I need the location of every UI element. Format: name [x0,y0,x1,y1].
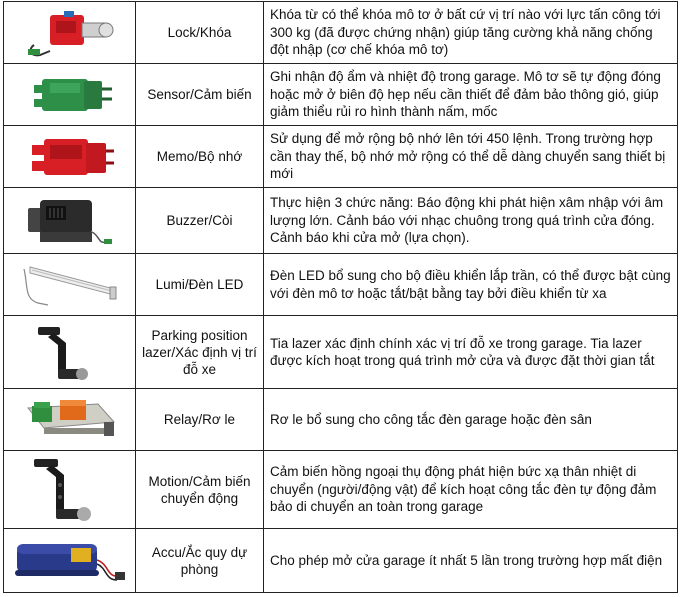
accessory-name: Lumi/Đèn LED [136,254,264,316]
sensor-module-icon [20,69,120,121]
accessory-name: Lock/Khóa [136,2,264,64]
accessory-description: Ghi nhận độ ẩm và nhiệt độ trong garage. Mô tơ sẽ tự động đóng hoặc mở ở biên độ hẹp nếu cần thiết để đảm bảo thông gió, giúp giảm thiểu rủi ro hình thành nấm, mốc [264,64,678,126]
accessory-name: Buzzer/Còi [136,188,264,254]
accessory-name: Memo/Bộ nhớ [136,126,264,188]
table-row [4,2,678,64]
accessory-description: Cảm biến hồng ngoại thụ động phát hiện bức xạ thân nhiệt di chuyển (người/động vật) để kích hoạt công tắc đèn tự động đảm bảo di chuyển an toàn trong garage [264,451,678,529]
led-light-bar-icon [18,259,122,311]
lock-module-icon [20,5,120,61]
accessory-name: Parking position lazer/Xác định vị trí đỗ xe [136,316,264,389]
relay-board-icon [20,394,120,446]
table-row [4,254,678,316]
accessory-name: Sensor/Cảm biến [136,64,264,126]
table-row [4,529,678,593]
accessory-description: Khóa từ có thể khóa mô tơ ở bất cứ vị trí nào với lực tấn công tới 300 kg (đã được chứng nhận) giúp tăng cường khả năng chống đột nhập (cơ chế khóa mô tơ) [264,2,678,64]
accessory-description: Sử dụng để mở rộng bộ nhớ lên tới 450 lệnh. Trong trường hợp cần thay thế, bộ nhớ mở rộng có thể dễ dàng chuyển sang thiết bị mới [264,126,678,188]
accessory-description: Cho phép mở cửa garage ít nhất 5 lần trong trường hợp mất điện [264,529,678,593]
motion-sensor-icon [30,455,110,525]
accessory-description: Đèn LED bổ sung cho bộ điều khiển lắp trần, có thể được bật cùng với đèn mô tơ hoặc tắt/bật bằng tay bởi điều khiển từ xa [264,254,678,316]
table-row [4,188,678,254]
accessory-name: Relay/Rơ le [136,389,264,451]
backup-battery-icon [11,534,129,588]
accessory-name: Accu/Ắc quy dự phòng [136,529,264,593]
accessory-description: Tia lazer xác định chính xác vị trí đỗ xe trong garage. Tia lazer được kích hoạt trong quá trình mở cửa và được đặt thời gian tắt [264,316,678,389]
accessory-description: Thực hiện 3 chức năng: Báo động khi phát hiện xâm nhập với âm lượng lớn. Cảnh báo với nhạc chuông trong quá trình cửa đóng. Cảnh báo khi cửa mở (lựa chọn). [264,188,678,254]
table-row [4,389,678,451]
accessory-name: Motion/Cảm biến chuyển động [136,451,264,529]
accessory-table [3,1,678,593]
table-row [4,64,678,126]
memory-module-icon [20,131,120,183]
buzzer-icon [20,192,120,250]
table-row [4,451,678,529]
accessory-description: Rơ le bổ sung cho công tắc đèn garage hoặc đèn sân [264,389,678,451]
table-row [4,316,678,389]
parking-laser-icon [30,321,110,383]
table-row [4,126,678,188]
